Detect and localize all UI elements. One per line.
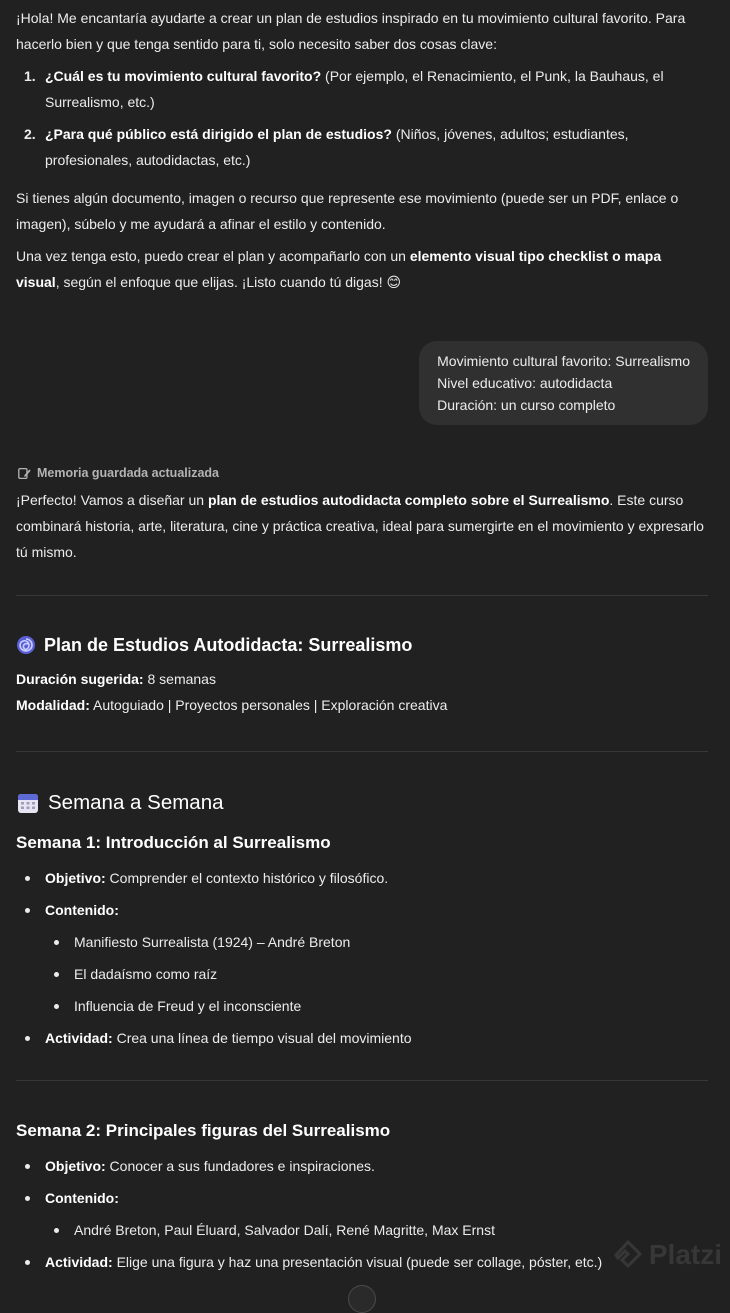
week-details — [16, 1153, 708, 1275]
user-message-line: Movimiento cultural favorito: Surrealismo — [437, 353, 690, 369]
divider — [16, 595, 708, 596]
content-subitem: El dadaísmo como raíz — [45, 961, 708, 987]
memory-pencil-icon — [18, 467, 31, 480]
divider — [16, 1080, 708, 1081]
weekly-title: Semana a Semana — [16, 790, 708, 816]
assistant-paragraph: Si tienes algún documento, imagen o recurso que represente ese movimiento (puede ser un PDF, enlace o imagen), súbelo y me ayudará a afinar el estilo y contenido. — [16, 190, 679, 232]
content-subitem: André Breton, Paul Éluard, Salvador Dalí, René Magritte, Max Ernst — [45, 1217, 708, 1243]
content-item: Contenido: André Breton, Paul Éluard, Salvador Dalí, René Magritte, Max Ernst — [16, 1185, 708, 1243]
week-title: Semana 2: Principales figuras del Surrealismo — [16, 1121, 391, 1140]
cyclone-icon — [16, 635, 36, 655]
user-message-line: Duración: un curso completo — [437, 397, 616, 413]
objective-item: Objetivo: Comprender el contexto histórico y filosófico. — [16, 865, 708, 891]
content-subitem: Influencia de Freud y el inconsciente — [45, 993, 708, 1019]
week-title: Semana 1: Introducción al Surrealismo — [16, 833, 331, 852]
objective-item: Objetivo: Conocer a sus fundadores e inspiraciones. — [16, 1153, 708, 1179]
content-item: Contenido: Manifiesto Surrealista (1924) – André Breton El dadaísmo como raíz Influencia de Freud y el inconsciente — [16, 897, 708, 1019]
assistant-paragraph: Una vez tenga esto, puedo crear el plan y acompañarlo con un elemento visual tipo checklist o mapa visual, según el enfoque que elijas. ¡Listo cuando tú digas! 😊 — [16, 248, 662, 290]
chat-thread — [16, 0, 708, 1281]
content-subitem: Manifiesto Surrealista (1924) – André Breton — [45, 929, 708, 955]
duration-line: Duración sugerida: 8 semanas — [16, 671, 216, 687]
question-item: 1. ¿Cuál es tu movimiento cultural favorito? (Por ejemplo, el Renacimiento, el Punk, la Bauhaus, el Surrealismo, etc.) — [24, 68, 664, 110]
memory-updated-note[interactable] — [18, 463, 708, 483]
modality-line: Modalidad: Autoguiado | Proyectos personales | Exploración creativa — [16, 697, 448, 713]
assistant2-intro: ¡Perfecto! Vamos a diseñar un plan de estudios autodidacta completo sobre el Surrealismo. Este curso combinará historia, arte, literatura, cine y práctica creativa, ideal para sumergirte en el movimiento y expresarlo tú mismo. — [16, 492, 704, 560]
divider — [16, 751, 708, 752]
question-list — [16, 63, 708, 173]
week-details — [16, 865, 708, 1051]
content-sublist — [45, 1217, 708, 1243]
assistant-message-2 — [16, 487, 708, 1275]
activity-item: Actividad: Crea una línea de tiempo visual del movimiento — [16, 1025, 708, 1051]
assistant-intro: ¡Hola! Me encantaría ayudarte a crear un plan de estudios inspirado en tu movimiento cultural favorito. Para hacerlo bien y que tenga sentido para ti, solo necesito saber dos cosas clave: — [16, 10, 686, 52]
user-message-bubble — [419, 341, 708, 425]
calendar-icon — [16, 791, 40, 815]
user-message-row — [16, 341, 708, 425]
user-message-line: Nivel educativo: autodidacta — [437, 375, 613, 391]
platzi-logo-icon — [613, 1240, 643, 1270]
assistant-message-1 — [16, 0, 708, 295]
scroll-down-button[interactable] — [348, 1285, 376, 1313]
memory-updated-label: Memoria guardada actualizada — [37, 466, 220, 480]
platzi-watermark: Platzi — [613, 1240, 722, 1270]
content-sublist — [45, 929, 708, 1019]
activity-item: Actividad: Elige una figura y haz una presentación visual (puede ser collage, póster, etc.) — [16, 1249, 708, 1275]
question-item: 2. ¿Para qué público está dirigido el plan de estudios? (Niños, jóvenes, adultos; estudiantes, profesionales, autodidactas, etc.) — [24, 126, 629, 168]
plan-title: Plan de Estudios Autodidacta: Surrealismo — [16, 632, 708, 658]
